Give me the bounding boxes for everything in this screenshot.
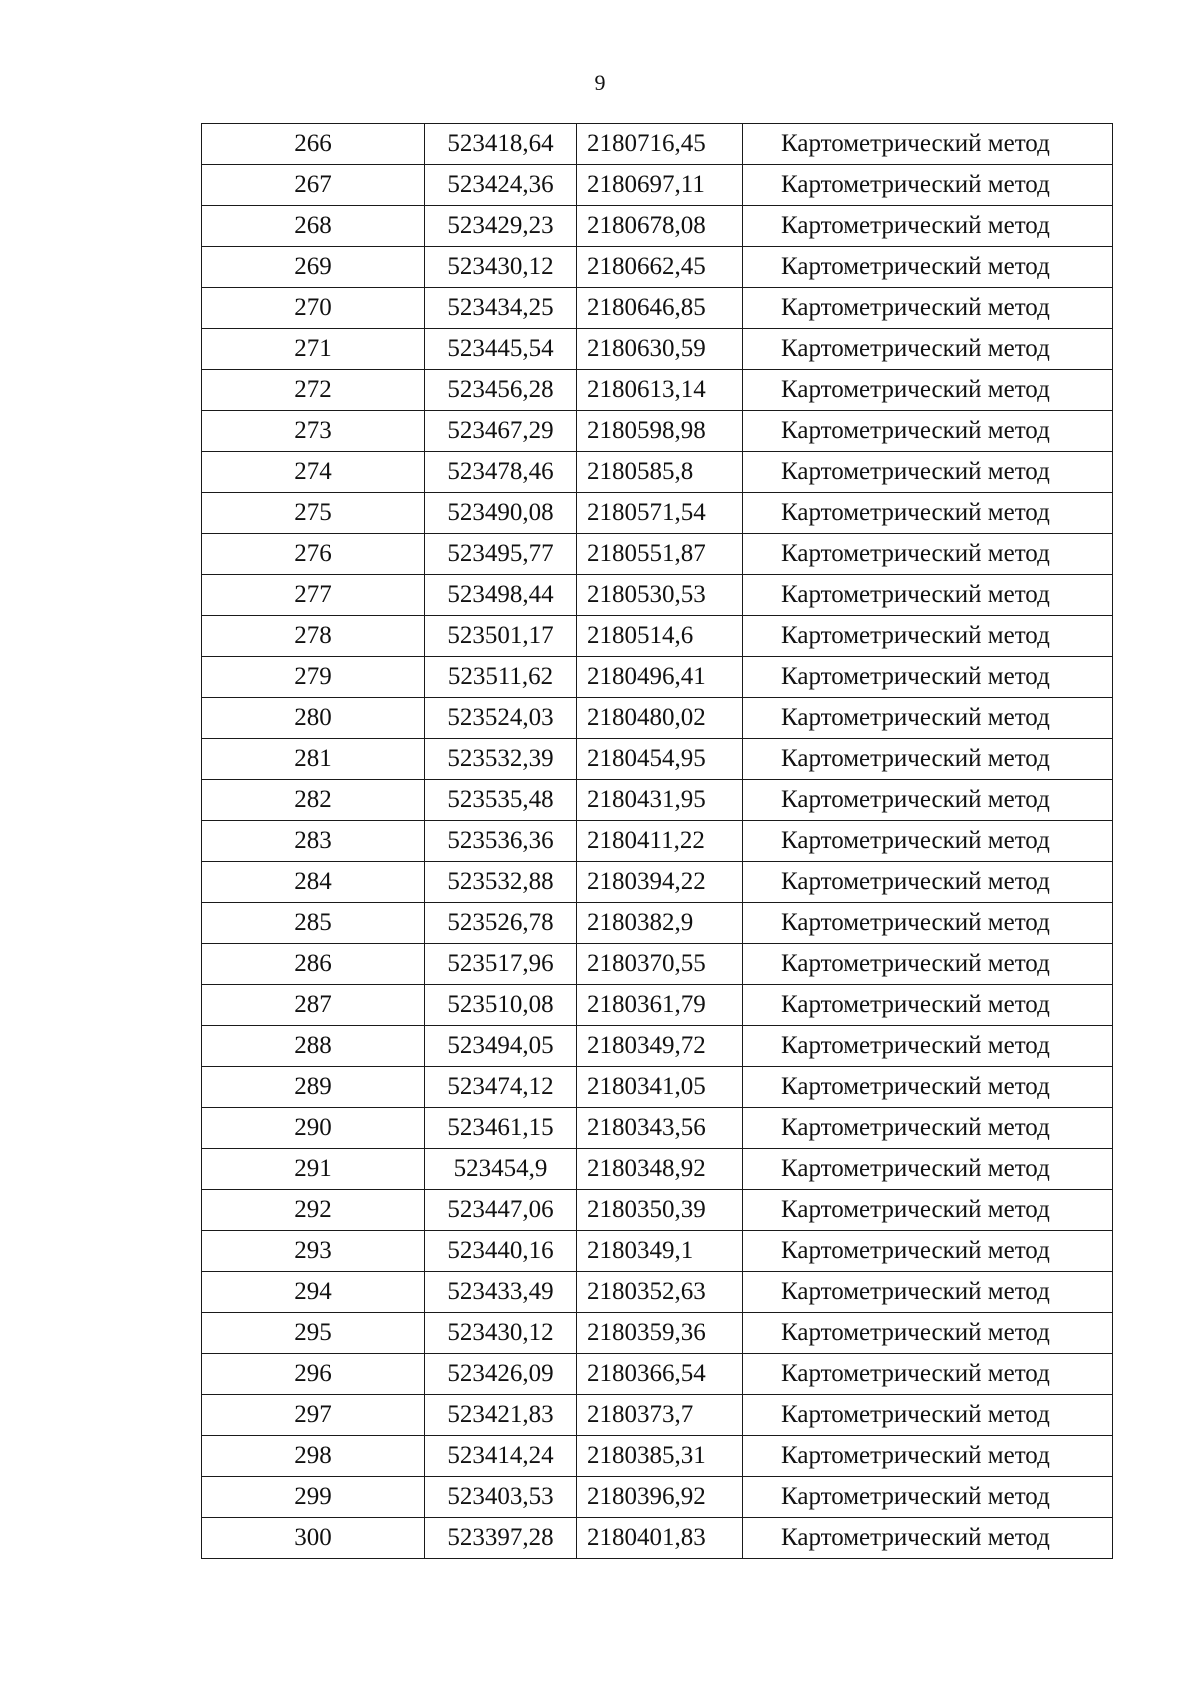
method-cell: Картометрический метод (743, 657, 1113, 698)
point-number-cell: 269 (202, 247, 425, 288)
y-coordinate-cell: 2180396,92 (577, 1477, 743, 1518)
method-cell: Картометрический метод (743, 247, 1113, 288)
table-row (202, 1313, 1113, 1354)
table-row (202, 411, 1113, 452)
y-coordinate-cell: 2180382,9 (577, 903, 743, 944)
x-coordinate-cell: 523414,24 (425, 1436, 577, 1477)
x-coordinate-cell: 523454,9 (425, 1149, 577, 1190)
table-row (202, 1518, 1113, 1559)
table-row (202, 1190, 1113, 1231)
page-number: 9 (594, 70, 606, 95)
y-coordinate-cell: 2180401,83 (577, 1518, 743, 1559)
point-number-cell: 281 (202, 739, 425, 780)
x-coordinate-cell: 523397,28 (425, 1518, 577, 1559)
point-number-cell: 295 (202, 1313, 425, 1354)
method-cell: Картометрический метод (743, 1026, 1113, 1067)
table-row (202, 862, 1113, 903)
y-coordinate-cell: 2180571,54 (577, 493, 743, 534)
x-coordinate-cell: 523536,36 (425, 821, 577, 862)
point-number-cell: 299 (202, 1477, 425, 1518)
y-coordinate-cell: 2180585,8 (577, 452, 743, 493)
point-number-cell: 290 (202, 1108, 425, 1149)
x-coordinate-cell: 523467,29 (425, 411, 577, 452)
point-number-cell: 283 (202, 821, 425, 862)
table-row (202, 370, 1113, 411)
table-row (202, 1026, 1113, 1067)
table-row (202, 165, 1113, 206)
method-cell: Картометрический метод (743, 739, 1113, 780)
x-coordinate-cell: 523440,16 (425, 1231, 577, 1272)
point-number-cell: 280 (202, 698, 425, 739)
point-number-cell: 289 (202, 1067, 425, 1108)
table-row (202, 452, 1113, 493)
y-coordinate-cell: 2180551,87 (577, 534, 743, 575)
y-coordinate-cell: 2180454,95 (577, 739, 743, 780)
method-cell: Картометрический метод (743, 1067, 1113, 1108)
point-number-cell: 279 (202, 657, 425, 698)
table-row (202, 698, 1113, 739)
table-row (202, 780, 1113, 821)
method-cell: Картометрический метод (743, 944, 1113, 985)
x-coordinate-cell: 523447,06 (425, 1190, 577, 1231)
point-number-cell: 297 (202, 1395, 425, 1436)
point-number-cell: 294 (202, 1272, 425, 1313)
y-coordinate-cell: 2180678,08 (577, 206, 743, 247)
x-coordinate-cell: 523535,48 (425, 780, 577, 821)
method-cell: Картометрический метод (743, 575, 1113, 616)
y-coordinate-cell: 2180349,72 (577, 1026, 743, 1067)
x-coordinate-cell: 523461,15 (425, 1108, 577, 1149)
method-cell: Картометрический метод (743, 1149, 1113, 1190)
method-cell: Картометрический метод (743, 1313, 1113, 1354)
method-cell: Картометрический метод (743, 329, 1113, 370)
table-row (202, 1354, 1113, 1395)
x-coordinate-cell: 523532,88 (425, 862, 577, 903)
point-number-cell: 276 (202, 534, 425, 575)
y-coordinate-cell: 2180359,36 (577, 1313, 743, 1354)
x-coordinate-cell: 523478,46 (425, 452, 577, 493)
method-cell: Картометрический метод (743, 821, 1113, 862)
method-cell: Картометрический метод (743, 411, 1113, 452)
x-coordinate-cell: 523532,39 (425, 739, 577, 780)
y-coordinate-cell: 2180630,59 (577, 329, 743, 370)
x-coordinate-cell: 523433,49 (425, 1272, 577, 1313)
y-coordinate-cell: 2180385,31 (577, 1436, 743, 1477)
table-row (202, 1231, 1113, 1272)
table-row (202, 1477, 1113, 1518)
x-coordinate-cell: 523494,05 (425, 1026, 577, 1067)
x-coordinate-cell: 523418,64 (425, 124, 577, 165)
point-number-cell: 268 (202, 206, 425, 247)
method-cell: Картометрический метод (743, 1231, 1113, 1272)
table-row (202, 985, 1113, 1026)
x-coordinate-cell: 523426,09 (425, 1354, 577, 1395)
table-row (202, 657, 1113, 698)
table-row (202, 247, 1113, 288)
method-cell: Картометрический метод (743, 1395, 1113, 1436)
table-row (202, 1436, 1113, 1477)
method-cell: Картометрический метод (743, 780, 1113, 821)
y-coordinate-cell: 2180348,92 (577, 1149, 743, 1190)
table-row (202, 1067, 1113, 1108)
y-coordinate-cell: 2180598,98 (577, 411, 743, 452)
x-coordinate-cell: 523430,12 (425, 247, 577, 288)
point-number-cell: 277 (202, 575, 425, 616)
y-coordinate-cell: 2180373,7 (577, 1395, 743, 1436)
point-number-cell: 282 (202, 780, 425, 821)
method-cell: Картометрический метод (743, 452, 1113, 493)
table-row (202, 124, 1113, 165)
y-coordinate-cell: 2180361,79 (577, 985, 743, 1026)
y-coordinate-cell: 2180411,22 (577, 821, 743, 862)
table-row (202, 534, 1113, 575)
point-number-cell: 288 (202, 1026, 425, 1067)
point-number-cell: 284 (202, 862, 425, 903)
y-coordinate-cell: 2180350,39 (577, 1190, 743, 1231)
method-cell: Картометрический метод (743, 698, 1113, 739)
method-cell: Картометрический метод (743, 1272, 1113, 1313)
table-row (202, 206, 1113, 247)
table-row (202, 1149, 1113, 1190)
point-number-cell: 293 (202, 1231, 425, 1272)
method-cell: Картометрический метод (743, 124, 1113, 165)
x-coordinate-cell: 523498,44 (425, 575, 577, 616)
table-row (202, 821, 1113, 862)
point-number-cell: 272 (202, 370, 425, 411)
y-coordinate-cell: 2180697,11 (577, 165, 743, 206)
y-coordinate-cell: 2180496,41 (577, 657, 743, 698)
method-cell: Картометрический метод (743, 370, 1113, 411)
y-coordinate-cell: 2180530,53 (577, 575, 743, 616)
y-coordinate-cell: 2180370,55 (577, 944, 743, 985)
x-coordinate-cell: 523474,12 (425, 1067, 577, 1108)
point-number-cell: 285 (202, 903, 425, 944)
x-coordinate-cell: 523430,12 (425, 1313, 577, 1354)
x-coordinate-cell: 523501,17 (425, 616, 577, 657)
point-number-cell: 266 (202, 124, 425, 165)
method-cell: Картометрический метод (743, 903, 1113, 944)
method-cell: Картометрический метод (743, 288, 1113, 329)
x-coordinate-cell: 523511,62 (425, 657, 577, 698)
table-row (202, 575, 1113, 616)
method-cell: Картометрический метод (743, 1477, 1113, 1518)
x-coordinate-cell: 523517,96 (425, 944, 577, 985)
table-row (202, 739, 1113, 780)
x-coordinate-cell: 523490,08 (425, 493, 577, 534)
method-cell: Картометрический метод (743, 206, 1113, 247)
point-number-cell: 291 (202, 1149, 425, 1190)
table-row (202, 903, 1113, 944)
method-cell: Картометрический метод (743, 1518, 1113, 1559)
x-coordinate-cell: 523456,28 (425, 370, 577, 411)
point-number-cell: 298 (202, 1436, 425, 1477)
y-coordinate-cell: 2180480,02 (577, 698, 743, 739)
y-coordinate-cell: 2180341,05 (577, 1067, 743, 1108)
x-coordinate-cell: 523434,25 (425, 288, 577, 329)
table-row (202, 1272, 1113, 1313)
point-number-cell: 286 (202, 944, 425, 985)
coordinates-table (201, 123, 1113, 1559)
y-coordinate-cell: 2180646,85 (577, 288, 743, 329)
method-cell: Картометрический метод (743, 1108, 1113, 1149)
method-cell: Картометрический метод (743, 862, 1113, 903)
method-cell: Картометрический метод (743, 493, 1113, 534)
y-coordinate-cell: 2180349,1 (577, 1231, 743, 1272)
method-cell: Картометрический метод (743, 985, 1113, 1026)
point-number-cell: 300 (202, 1518, 425, 1559)
table-row (202, 288, 1113, 329)
point-number-cell: 274 (202, 452, 425, 493)
point-number-cell: 270 (202, 288, 425, 329)
x-coordinate-cell: 523510,08 (425, 985, 577, 1026)
y-coordinate-cell: 2180514,6 (577, 616, 743, 657)
x-coordinate-cell: 523429,23 (425, 206, 577, 247)
x-coordinate-cell: 523524,03 (425, 698, 577, 739)
y-coordinate-cell: 2180662,45 (577, 247, 743, 288)
method-cell: Картометрический метод (743, 534, 1113, 575)
y-coordinate-cell: 2180366,54 (577, 1354, 743, 1395)
method-cell: Картометрический метод (743, 165, 1113, 206)
y-coordinate-cell: 2180431,95 (577, 780, 743, 821)
x-coordinate-cell: 523445,54 (425, 329, 577, 370)
point-number-cell: 278 (202, 616, 425, 657)
table-row (202, 1395, 1113, 1436)
point-number-cell: 296 (202, 1354, 425, 1395)
point-number-cell: 275 (202, 493, 425, 534)
method-cell: Картометрический метод (743, 616, 1113, 657)
x-coordinate-cell: 523421,83 (425, 1395, 577, 1436)
point-number-cell: 267 (202, 165, 425, 206)
y-coordinate-cell: 2180613,14 (577, 370, 743, 411)
method-cell: Картометрический метод (743, 1436, 1113, 1477)
x-coordinate-cell: 523526,78 (425, 903, 577, 944)
method-cell: Картометрический метод (743, 1354, 1113, 1395)
method-cell: Картометрический метод (743, 1190, 1113, 1231)
y-coordinate-cell: 2180352,63 (577, 1272, 743, 1313)
x-coordinate-cell: 523424,36 (425, 165, 577, 206)
table-row (202, 1108, 1113, 1149)
x-coordinate-cell: 523403,53 (425, 1477, 577, 1518)
point-number-cell: 271 (202, 329, 425, 370)
y-coordinate-cell: 2180394,22 (577, 862, 743, 903)
coordinates-table-body (202, 124, 1113, 1559)
table-row (202, 616, 1113, 657)
point-number-cell: 273 (202, 411, 425, 452)
x-coordinate-cell: 523495,77 (425, 534, 577, 575)
point-number-cell: 287 (202, 985, 425, 1026)
table-row (202, 944, 1113, 985)
point-number-cell: 292 (202, 1190, 425, 1231)
table-row (202, 329, 1113, 370)
y-coordinate-cell: 2180716,45 (577, 124, 743, 165)
table-row (202, 493, 1113, 534)
y-coordinate-cell: 2180343,56 (577, 1108, 743, 1149)
